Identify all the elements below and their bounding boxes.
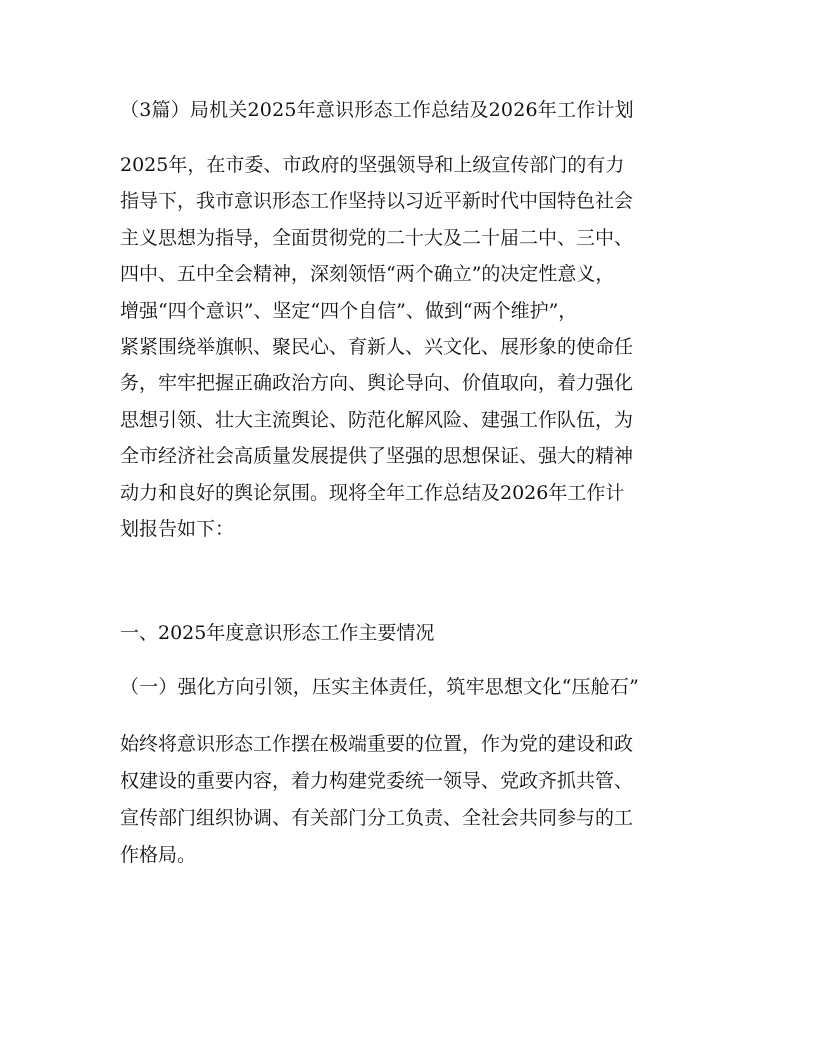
paragraph-line: 思想引领、壮大主流舆论、防范化解风险、建强工作队伍，为 (120, 408, 634, 431)
paragraph-line: 划报告如下： (120, 517, 235, 540)
paragraph-line: 紧紧围绕举旗帜、聚民心、育新人、兴文化、展形象的使命任 (120, 335, 634, 358)
intro-paragraph (120, 147, 720, 547)
subsection-paragraph (120, 726, 720, 874)
paragraph-line: 权建设的重要内容，着力构建党委统一领导、党政齐抓共管、 (120, 770, 634, 792)
subsection-heading: （一）强化方向引领，压实主体责任，筑牢思想文化“压舱石” (120, 676, 640, 698)
section-heading: 一、2025年度意识形态工作主要情况 (120, 622, 435, 644)
paragraph-line: 全市经济社会高质量发展提供了坚强的思想保证、强大的精神 (120, 445, 634, 468)
document-title: （3篇）局机关2025年意识形态工作总结及2026年工作计划 (120, 99, 634, 121)
paragraph-line: 动力和良好的舆论氛围。现将全年工作总结及2026年工作计 (120, 481, 625, 504)
paragraph-line: 增强“四个意识”、坚定“四个自信”、做到“两个维护”， (120, 299, 578, 322)
paragraph-line: 2025年，在市委、市政府的坚强领导和上级宣传部门的有力 (120, 154, 625, 176)
paragraph-line: 主义思想为指导，全面贯彻党的二十大及二十届二中、三中、 (120, 226, 634, 249)
paragraph-line: 宣传部门组织协调、有关部门分工负责、全社会共同参与的工 (120, 807, 634, 829)
paragraph-line: 四中、五中全会精神，深刻领悟“两个确立”的决定性意义， (120, 263, 615, 286)
paragraph-line: 指导下，我市意识形态工作坚持以习近平新时代中国特色社会 (120, 190, 634, 213)
paragraph-line: 务，牢牢把握正确政治方向、舆论导向、价值取向，着力强化 (120, 372, 634, 395)
paragraph-line: 作格局。 (120, 844, 197, 866)
paragraph-line: 始终将意识形态工作摆在极端重要的位置，作为党的建设和政 (120, 733, 634, 755)
